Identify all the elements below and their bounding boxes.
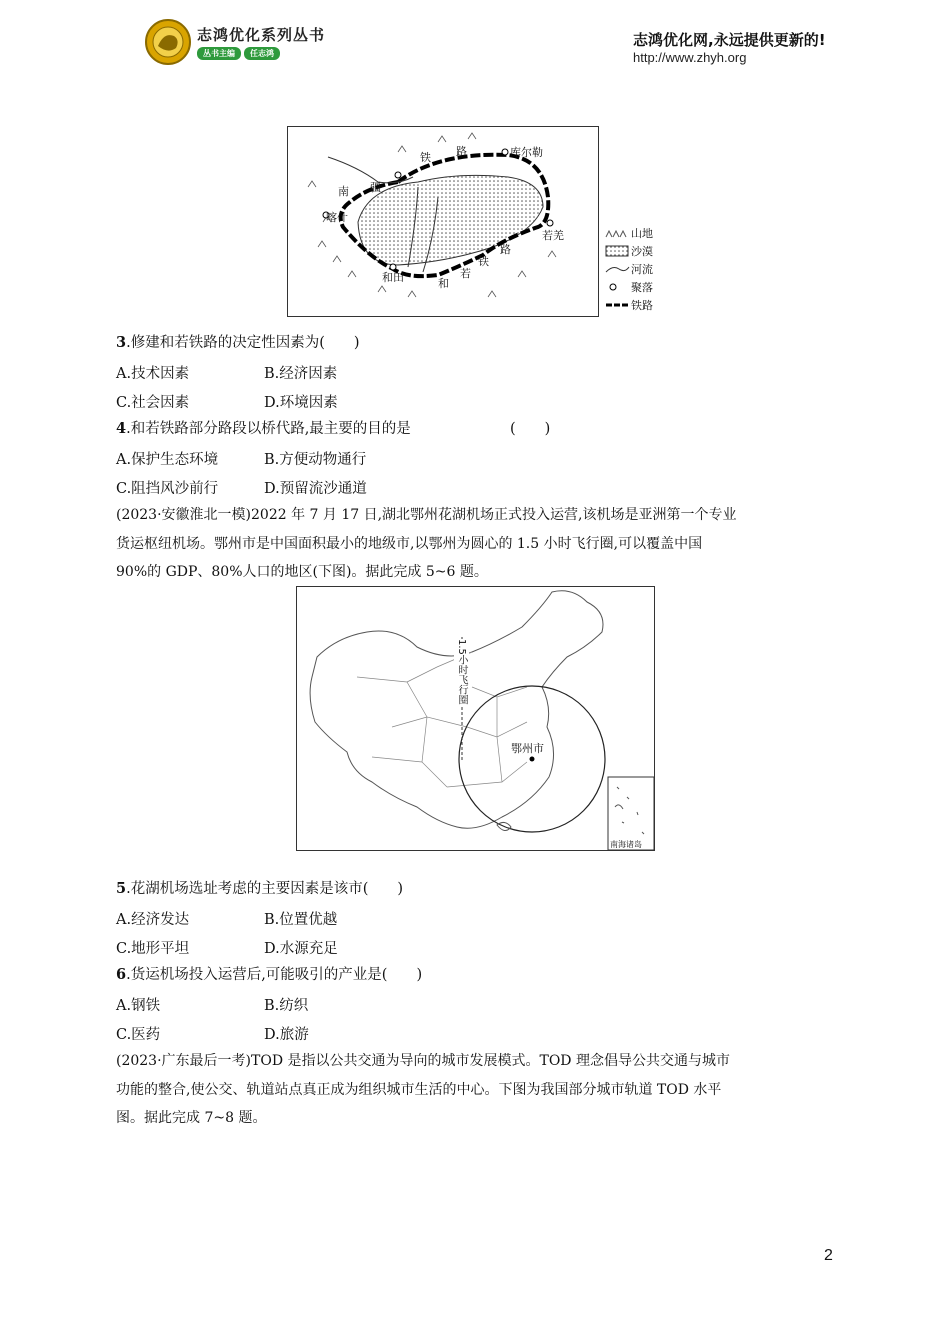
ezhou-label: 鄂州市 xyxy=(511,742,544,755)
option-c[interactable]: C.医药 xyxy=(116,1027,161,1043)
option-b[interactable]: B.位置优越 xyxy=(264,912,338,928)
settlement-icon xyxy=(605,281,631,293)
question-stem: .货运机场投入运营后,可能吸引的产业是( ) xyxy=(126,967,423,983)
option-a[interactable]: A.经济发达 xyxy=(116,912,190,928)
legend-item xyxy=(605,224,675,242)
label-tie-south: 铁 xyxy=(478,255,489,268)
editor-name: 任志鸿 xyxy=(244,47,280,60)
label-lu: 路 xyxy=(456,145,467,158)
label-ruo: 若 xyxy=(460,267,471,280)
label-ruoqiang: 若羌 xyxy=(542,229,564,242)
legend-label: 河流 xyxy=(631,263,653,276)
passage-line: (2023·广东最后一考)TOD 是指以公共交通为导向的城市发展模式。TOD 理念倡导公共交通与城市 xyxy=(116,1053,730,1069)
editor-label: 丛书主编 xyxy=(197,47,241,60)
question-4 xyxy=(116,419,411,439)
flight-circle-label: 1.5小时飞行圈 xyxy=(456,639,467,705)
option-b[interactable]: B.方便动物通行 xyxy=(264,452,367,468)
option-a[interactable]: A.技术因素 xyxy=(116,366,190,382)
china-map-drawing xyxy=(297,587,654,850)
label-lu-south: 路 xyxy=(500,243,511,256)
option-c[interactable]: C.阻挡风沙前行 xyxy=(116,481,219,497)
ezhou-point xyxy=(530,757,535,762)
question-stem: .修建和若铁路的决定性因素为( ) xyxy=(126,335,360,351)
river-icon xyxy=(605,263,631,275)
legend-label: 山地 xyxy=(631,227,653,240)
option-b[interactable]: B.纺织 xyxy=(264,998,309,1014)
inset-label: 南海诸岛 xyxy=(610,840,642,849)
legend-item xyxy=(605,296,675,314)
label-hetian: 和田 xyxy=(382,271,404,284)
question-6 xyxy=(116,965,422,985)
answer-paren: ( ) xyxy=(510,421,551,437)
legend-item xyxy=(605,260,675,278)
option-c[interactable]: C.地形平坦 xyxy=(116,941,190,957)
label-jiang: 疆 xyxy=(370,181,381,194)
option-c[interactable]: C.社会因素 xyxy=(116,395,190,411)
label-nan: 南 xyxy=(338,185,349,198)
railway-icon xyxy=(605,299,631,311)
logo-emblem-icon xyxy=(144,18,192,66)
desert-icon xyxy=(605,245,631,257)
passage-line: 功能的整合,使公交、轨道站点真正成为组织城市生活的中心。下图为我国部分城市轨道 TOD 水平 xyxy=(116,1082,722,1098)
settlement-north xyxy=(395,172,401,178)
legend-label: 沙漠 xyxy=(631,245,653,258)
question-stem: .花湖机场选址考虑的主要因素是该市( ) xyxy=(126,881,404,897)
slogan: 志鸿优化网,永远提供更新的! xyxy=(633,31,826,49)
map-legend xyxy=(605,224,675,314)
option-a[interactable]: A.保护生态环境 xyxy=(116,452,219,468)
option-a[interactable]: A.钢铁 xyxy=(116,998,161,1014)
label-kuerle: 库尔勒 xyxy=(510,146,543,159)
option-d[interactable]: D.预留流沙通道 xyxy=(264,481,367,497)
passage-line: 图。据此完成 7~8 题。 xyxy=(116,1110,267,1126)
question-stem: .和若铁路部分路段以桥代路,最主要的目的是 xyxy=(126,421,411,437)
settlement-ruoqiang xyxy=(547,220,553,226)
option-d[interactable]: D.水源充足 xyxy=(264,941,338,957)
option-b[interactable]: B.经济因素 xyxy=(264,366,338,382)
label-he: 和 xyxy=(438,277,449,290)
settlement-kuerle xyxy=(502,149,508,155)
province-borders xyxy=(357,652,527,787)
passage-line: 货运枢纽机场。鄂州市是中国面积最小的地级市,以鄂州为圆心的 1.5 小时飞行圈,可以覆盖中国 xyxy=(116,536,703,552)
label-kashi: 喀什 xyxy=(326,211,348,224)
passage-line: 90%的 GDP、80%人口的地区(下图)。据此完成 5~6 题。 xyxy=(116,564,488,580)
china-flight-map xyxy=(296,586,655,851)
legend-label: 铁路 xyxy=(631,299,653,312)
question-number: 4 xyxy=(116,420,127,437)
desert-area xyxy=(358,175,543,265)
legend-item xyxy=(605,242,675,260)
question-3 xyxy=(116,333,360,353)
mountain-icon xyxy=(605,227,631,239)
page-number: 2 xyxy=(824,1247,833,1264)
question-5 xyxy=(116,879,403,899)
railway-map xyxy=(287,126,599,317)
question-number: 5 xyxy=(116,880,127,897)
label-tie: 铁 xyxy=(420,151,431,164)
china-outline xyxy=(310,591,603,829)
option-d[interactable]: D.旅游 xyxy=(264,1027,309,1043)
legend-label: 聚落 xyxy=(631,281,653,294)
option-d[interactable]: D.环境因素 xyxy=(264,395,338,411)
question-number: 6 xyxy=(116,966,127,983)
editor-badge xyxy=(197,47,280,60)
question-number: 3 xyxy=(116,334,127,351)
site-url[interactable]: http://www.zhyh.org xyxy=(633,50,747,65)
legend-item xyxy=(605,278,675,296)
passage-line: (2023·安徽淮北一模)2022 年 7 月 17 日,湖北鄂州花湖机场正式投入运营,该机场是亚洲第一个专业 xyxy=(116,507,737,523)
series-title: 志鸿优化系列丛书 xyxy=(197,26,326,44)
